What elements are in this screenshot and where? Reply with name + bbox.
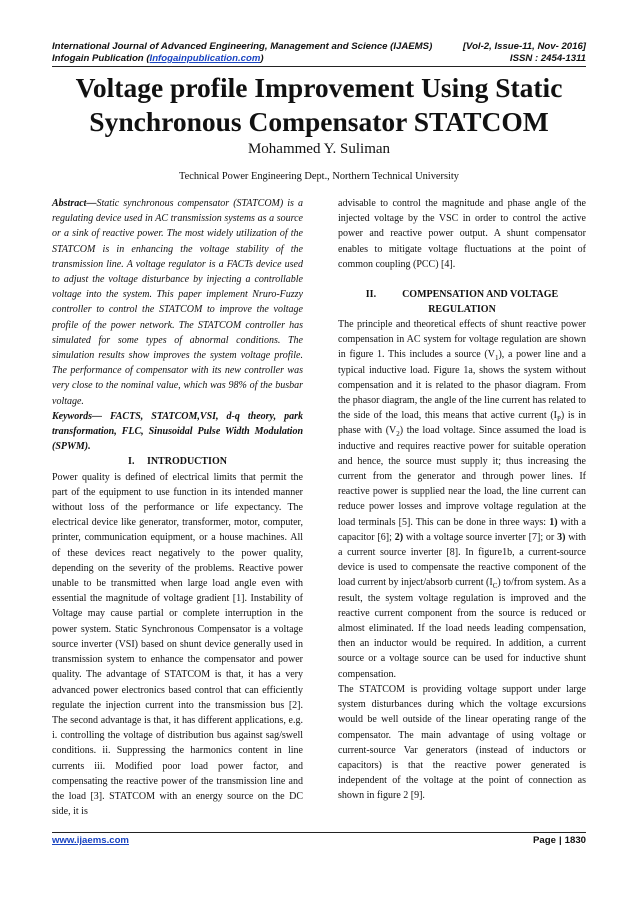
footer-divider — [52, 832, 586, 833]
way-2-marker: 2) — [394, 531, 404, 543]
section-heading-introduction: I. INTRODUCTION — [128, 456, 227, 468]
abstract-dash: — — [86, 198, 97, 209]
affiliation: Technical Power Engineering Dept., Northern Technical University — [179, 171, 459, 182]
p1-text-b: ), a power line and a typical inductive load. Figure 1a, shows the system without compensation and it is related to the phasor diagram. From the phasor diagram, the angle of the line current has related to the side of the load, this means that active current (I — [338, 349, 586, 422]
left-column — [52, 196, 303, 819]
publisher-line — [52, 52, 264, 66]
p1-text-h: ) to/from system. As a result, the system voltage regulation is improved and the reactive current component from the source is reduced or almost eliminated. If the load needs leading compensation, then an inductor would be required. In addition, a current source or a voltage source can be used for inductive shunt compensation. — [338, 577, 586, 680]
subscript-1: 1 — [494, 354, 499, 363]
abstract-text: Static synchronous compensator (STATCOM) is a regulating device used in AC transmission systems as a source or a sink of reactive power. The most widely utilization of the STATCOM is in enhancing the voltage stability of the transmission line. A voltage regulator is a FACTs device used to adjust the voltage disturbance by injecting a controllable voltage into the system. This paper implement Nruro-Fuzzy controller to control the STATCOM to improve the voltage profile of the power network. The STATCOM controller has simulated for some types of abnormal conditions. The simulation results show improves the system voltage profile. The performance of compensator with its new controller was very close to the nominal value, which was 98% of the busbar voltage. — [52, 198, 303, 407]
keywords: Keywords— FACTS, STATCOM,VSI, d-q theory, park transformation, FLC, Sinusoidal Pulse Width Modulation (SPWM). — [52, 410, 303, 453]
introduction-text: Power quality is defined of electrical limits that permit the part of the equipment to use function in its intended manner without loss of the performance or life expectancy. The electrical device like generator, transformer, motor, computer, printer, communication equipment, or a house machines. All of these devices react negatively to the power quality, depending on the severity of the problems. Reactive power unable to be transmitted when large load angle even with essential the magnitude of voltage gradient [1]. Instability of Voltage may cause partial or complete interruption in the power system. Static Synchronous Compensator is a voltage source inverter (VSI) based on shunt device generally used in transmission system to enhance the compensator and power quality. The advantage of STATCOM is that, it has a very advanced power electronics based control that can efficiently regulate the injection current into the transmission bus [2]. The second advantage is that, it has different applications, e.g. i. controlling the voltage of distribution bus against sag/swell conditions. ii. Suppressing the harmonics content in line currents iii. Modified poor load power factor, and compensating the reactive power of the transmission line and the load [3]. STATCOM with an energy source on the DC side, it is — [52, 471, 303, 818]
journal-name: International Journal of Advanced Engineering, Management and Science (IJAEMS) — [52, 41, 433, 52]
subscript-p: P — [557, 415, 561, 424]
p1-text-a: The principle and theoretical effects of shunt reactive power compensation in AC system for voltage regulation are shown in figure 1. This includes a source (V — [338, 319, 586, 361]
p1-text-f: with a voltage source inverter [7]; or — [403, 531, 558, 543]
paper-title — [40, 71, 598, 139]
p1-text-c: ) is in phase with (V — [338, 410, 586, 437]
compensation-paragraph-1 — [338, 317, 586, 682]
subscript-c: C — [492, 582, 498, 591]
author-name: Mohammed Y. Suliman — [247, 141, 391, 157]
compensation-paragraph-2: The STATCOM is providing voltage support under large system disturbances during which the voltage excursions would be well outside of the linear operating range of the compensator. The main advantage of using voltage or current-source Var generators (instead of inductors or capacitors) is that the reactive power generated is independent of the voltage at the point of connection as shown in figure 2 [9]. — [338, 683, 586, 802]
section-heading-line2: REGULATION — [428, 304, 496, 316]
page-number — [533, 835, 586, 846]
publisher-link[interactable]: Infogainpublication.com — [149, 53, 261, 64]
volume-issue: [Vol-2, Issue-11, Nov- 2016] — [462, 41, 586, 52]
section-number: II. — [365, 289, 377, 301]
page-separator: | — [558, 835, 562, 846]
journal-website-link[interactable]: www.ijaems.com — [52, 835, 129, 846]
way-3-marker: 3) — [557, 531, 566, 543]
p1-text-g: with a current source inverter [8]. In figure1b, a current-source device is used to compensate the reactive component of the load current by inject/absorb current (I — [338, 531, 586, 589]
section-heading-line1: COMPENSATION AND VOLTAGE — [402, 289, 559, 301]
page-label: Page — [533, 835, 556, 846]
abstract — [52, 196, 303, 409]
header-divider — [52, 66, 586, 67]
section-heading-compensation — [338, 287, 586, 317]
issn: ISSN : 2454-1311 — [509, 53, 586, 64]
p1-text-d: ) the load voltage. Since assumed the load is inductive and requires reactive power for suitable operation and hence, the source must supply it; thus increasing the current from the generator and through power lines. If reactive power is supplied near the load, the line current can reduce power losses and improve voltage regulation at the load terminals [5]. This can be done in three ways: — [338, 425, 586, 528]
p1-text-e: with a capacitor [6]; — [338, 516, 586, 543]
intro-continuation: advisable to control the magnitude and phase angle of the injected voltage by the VSC in order to control the active power and reactive power output. A shunt compensator enables to mitigate voltage fluctuations at the point of common coupling (PCC) [4]. — [338, 198, 586, 270]
publisher-suffix: ) — [260, 53, 264, 64]
title-line-1: Voltage profile Improvement Using Static — [75, 72, 563, 103]
right-column — [338, 196, 586, 804]
publisher-prefix: Infogain Publication ( — [52, 53, 150, 64]
abstract-label: Abstract — [52, 198, 87, 209]
way-1-marker: 1) — [549, 516, 558, 528]
page-number-value: 1830 — [564, 835, 586, 846]
subscript-2: 2 — [396, 430, 400, 439]
title-line-2: Synchronous Compensator STATCOM — [89, 106, 549, 137]
